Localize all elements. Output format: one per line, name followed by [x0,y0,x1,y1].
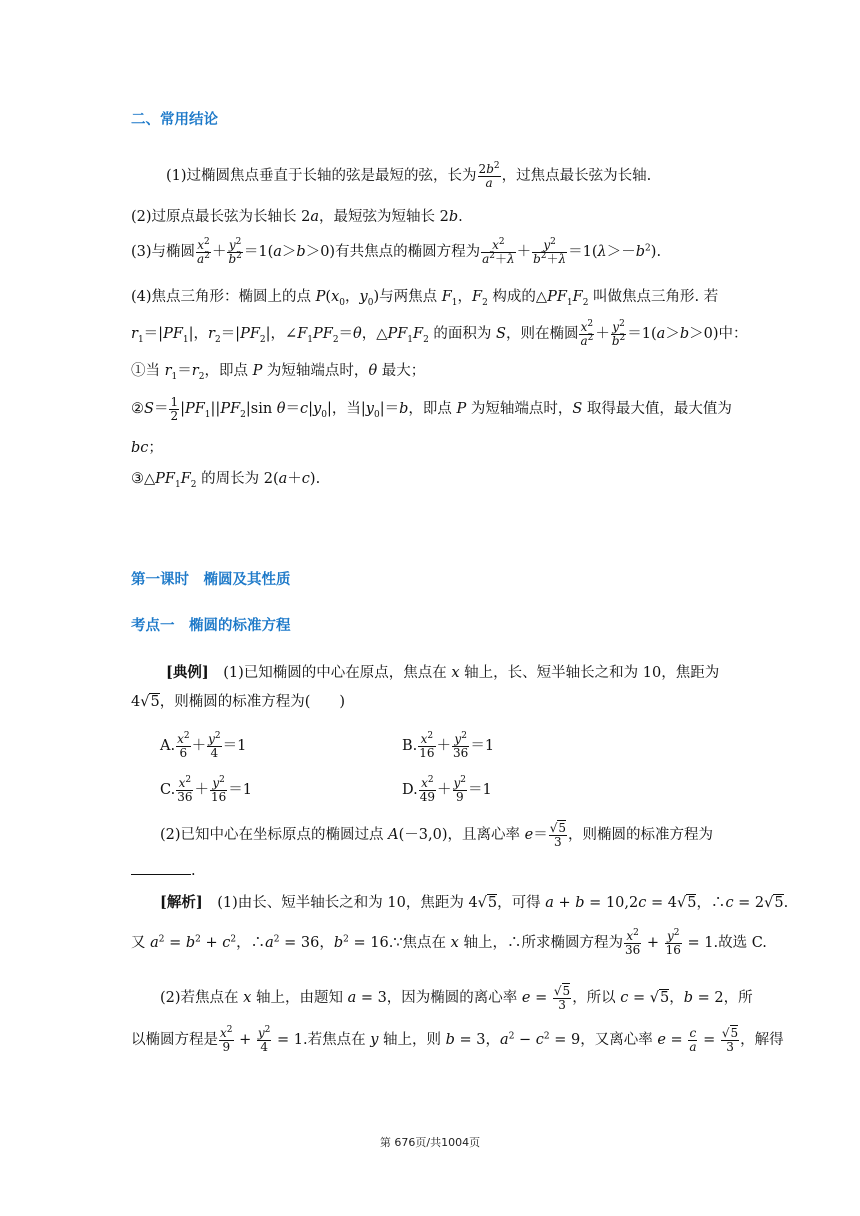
topic-title: 考点一 椭圆的标准方程 [131,618,291,634]
example-q2-blank: . [131,864,196,879]
analysis-1: [解析] (1)由长、短半轴长之和为 10，焦距为 4√5，可得 a + b = 10,2c = 4√5，∴c = 2√5. [160,894,789,911]
conclusion-4: (4)焦点三角形：椭圆上的点 $P(x_0$，$y_0$)与两焦点 $F_1$，$F_2$ 构成的$\triangle PF_1F_2$ 叫做焦点三角形. 若 [131,289,719,308]
conclusion-4-b-cont: bc； [131,440,163,456]
conclusion-1: (1)过椭圆焦点垂直于长轴的弦是最短的弦，长为 $\frac{2b^2}{a}$ ，过焦点最长弦为长轴. [166,161,652,190]
analysis-1-cont: 又 $a^2 = b^2 + c^2$，$\therefore a^2 = 36$，$b^2$ = 16.∵焦点在 x 轴上，∴所求椭圆方程为 $\frac{x^2}{36}$ + $\frac{y^2}{16}$ = 1.故选 C. [131,928,767,957]
example-tag: [典例] [166,664,209,681]
conclusion-4-c: $③\triangle PF_1F_2$ 的周长为 2(a＋c). [131,471,321,490]
option-b: B. $\frac{x^2}{16}$ ＋ $\frac{y^2}{36}$ ＝1 [402,731,495,760]
lesson-title: 第一课时 椭圆及其性质 [131,572,291,588]
example-q1: [典例] (1)已知椭圆的中心在原点，焦点在 x 轴上，长、短半轴长之和为 10，焦距为 [166,664,720,681]
option-d: D. $\frac{x^2}{49}$ ＋ $\frac{y^2}{9}$ ＝1 [402,775,492,804]
option-c: C. $\frac{x^2}{36}$ ＋ $\frac{y^2}{16}$ ＝1 [160,775,252,804]
section-title: 二、常用结论 [131,112,218,128]
analysis-2-cont: 以椭圆方程是 $\frac{x^2}{9}$ + $\frac{y^2}{4}$ = 1.若焦点在 y 轴上，则 b = 3，$a^2 - c^2 = 9$，又离心率 e = $\frac{c}{a}$ = $\frac{√5}{3}$ ，解得 [131,1025,784,1054]
conclusion-4-a: ①当 $r_1=r_2$，即点 P 为短轴端点时，θ 最大； [131,363,426,382]
conclusion-3: (3)与椭圆 $\frac{x^2}{a^2}$ ＋ $\frac{y^2}{b^2}$ ＝1(a＞b＞0)有共焦点的椭圆方程为 $\frac{x^2}{a^2+\lambda}$ ＋ $\frac{y^2}{b^2+\lambda}$ $=1(\lambda>-b^2)$. [131,237,662,266]
page-footer: 第 676页/共1004页 [379,1136,481,1149]
conclusion-4-b: ②S＝ $\frac{1}{2}$ $|PF_1||PF_2|\sin$ $\theta=c|y_0|$，当$|y_0|=b$，即点 P 为短轴端点时，S 取得最大值，最大值为 [131,395,732,423]
example-q2: (2)已知中心在坐标原点的椭圆过点 A(－3,0)，且离心率 e＝ $\frac{√5}{3}$ ，则椭圆的标准方程为 [160,821,714,849]
conclusion-2: (2)过原点最长弦为长轴长 2a，最短弦为短轴长 2b. [131,209,463,225]
analysis-2: (2)若焦点在 x 轴上，由题知 a = 3，因为椭圆的离心率 e = $\frac{√5}{3}$ ，所以 c = √5，b = 2，所 [160,984,753,1012]
example-q1-cont: 4√5，则椭圆的标准方程为( ) [131,694,346,710]
option-a: A. $\frac{x^2}{6}$ ＋ $\frac{y^2}{4}$ ＝1 [160,731,247,760]
conclusion-4-cont: $r_1=|PF_1|$，$r_2=|PF_2|$，$\angle F_1PF_2=\theta$，$\triangle PF_1F_2$ 的面积为 S，则在椭圆 $\frac{x^2}{a^2}$ ＋ $\frac{y^2}{b^2}$ ＝1(a＞b＞0)中： [131,319,748,348]
analysis-tag: [解析] [160,894,203,911]
